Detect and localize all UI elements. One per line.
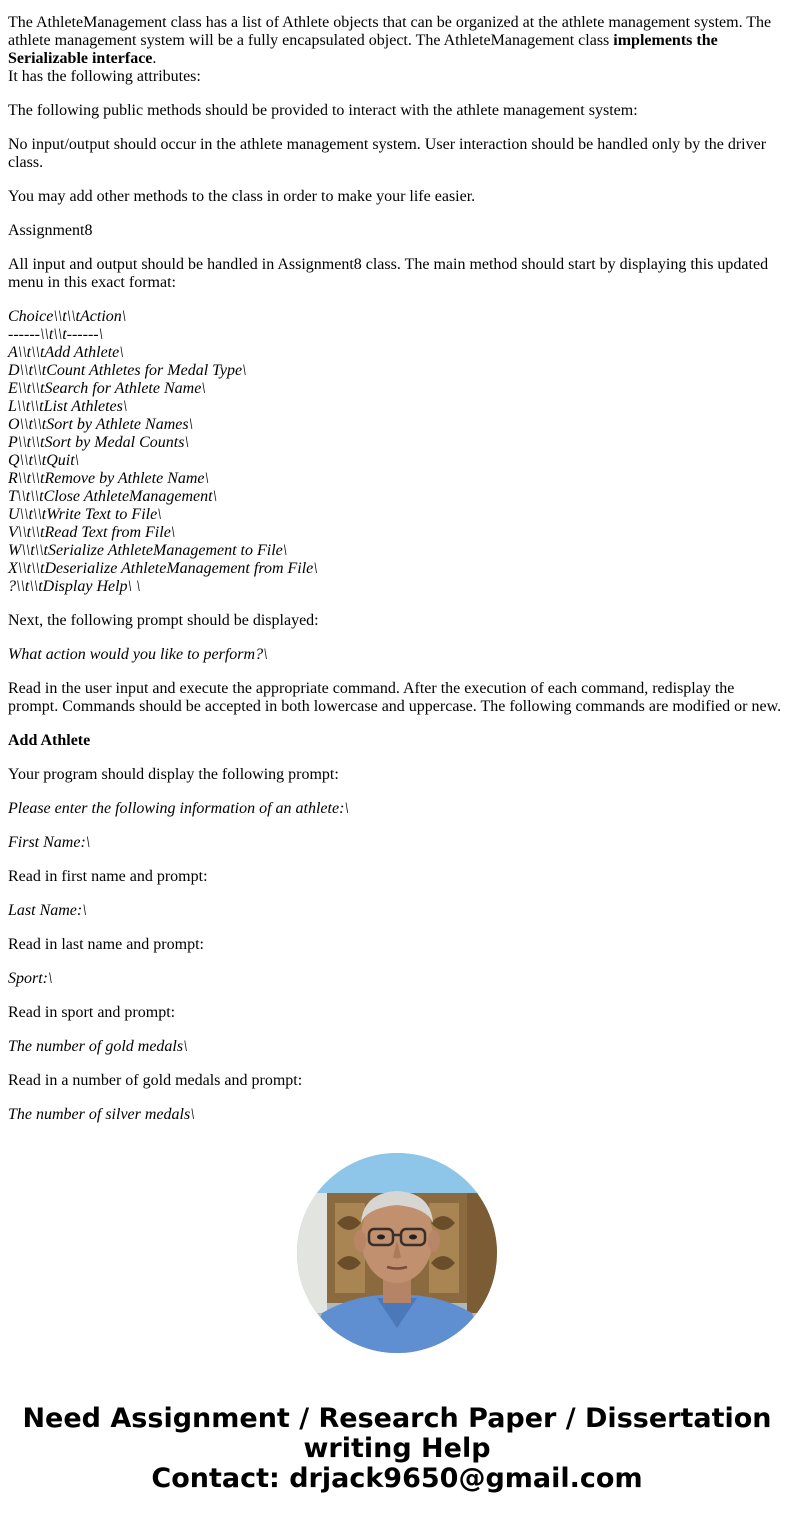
menu-line: V\\t\\tRead Text from File\: [8, 524, 176, 541]
menu-line: P\\t\\tSort by Medal Counts\: [8, 434, 189, 451]
menu-line: Q\\t\\tQuit\: [8, 452, 80, 469]
author-avatar: [297, 1153, 497, 1353]
read-input-paragraph: Read in the user input and execute the appropriate command. After the execution of each command, redisplay the prompt. Commands should be accepted in both lowercase and uppercase. The following commands are modified or new.: [8, 680, 782, 715]
contact-banner: [0, 1404, 794, 1494]
all-io-paragraph: All input and output should be handled in Assignment8 class. The main method should start by displaying this updated menu in this exact format:: [8, 256, 769, 291]
intro-bold: implements the Serializable interface: [8, 32, 718, 67]
menu-line: ------\\t\\t------\: [8, 326, 104, 343]
gold-prompt: The number of gold medals\: [8, 1038, 188, 1055]
read-first-paragraph: Read in first name and prompt:: [8, 868, 208, 885]
please-enter-prompt: Please enter the following information of an athlete:\: [8, 800, 349, 817]
menu-line: T\\t\\tClose AthleteManagement\: [8, 488, 218, 505]
what-action-prompt: What action would you like to perform?\: [8, 646, 268, 663]
menu-line: U\\t\\tWrite Text to File\: [8, 506, 162, 523]
assignment8-heading: Assignment8: [8, 222, 93, 239]
document-body: [8, 14, 786, 1140]
other-methods-paragraph: You may add other methods to the class in order to make your life easier.: [8, 188, 476, 205]
last-name-prompt: Last Name:\: [8, 902, 87, 919]
next-prompt-paragraph: Next, the following prompt should be displayed:: [8, 612, 319, 629]
public-methods-paragraph: The following public methods should be provided to interact with the athlete management system:: [8, 102, 638, 119]
intro-paragraph: The AthleteManagement class has a list of Athlete objects that can be organized at the athlete management system. The athlete management system will be a fully encapsulated object. The AthleteManagement class implements the Serializable interface. It has the following attributes:: [8, 14, 772, 85]
menu-line: W\\t\\tSerialize AthleteManagement to File\: [8, 542, 288, 559]
menu-line: E\\t\\tSearch for Athlete Name\: [8, 380, 206, 397]
menu-line: D\\t\\tCount Athletes for Medal Type\: [8, 362, 247, 379]
menu-line: X\\t\\tDeserialize AthleteManagement from File\: [8, 560, 318, 577]
first-name-prompt: First Name:\: [8, 834, 91, 851]
menu-line: L\\t\\tList Athletes\: [8, 398, 128, 415]
person-photo-icon: [297, 1153, 497, 1353]
read-gold-paragraph: Read in a number of gold medals and prompt:: [8, 1072, 303, 1089]
banner-line-2: writing Help: [303, 1433, 491, 1464]
menu-line: O\\t\\tSort by Athlete Names\: [8, 416, 194, 433]
banner-line-1: Need Assignment / Research Paper / Dissertation: [22, 1403, 772, 1434]
contact-email: Contact: drjack9650@gmail.com: [151, 1463, 643, 1494]
menu-line: A\\t\\tAdd Athlete\: [8, 344, 124, 361]
menu-line: ?\\t\\tDisplay Help\ \: [8, 578, 141, 595]
no-io-paragraph: No input/output should occur in the athlete management system. User interaction should be handled only by the driver class.: [8, 136, 767, 171]
add-athlete-heading: Add Athlete: [8, 732, 91, 749]
display-prompt-paragraph: Your program should display the following prompt:: [8, 766, 339, 783]
attributes-line: It has the following attributes:: [8, 68, 201, 85]
read-last-paragraph: Read in last name and prompt:: [8, 936, 204, 953]
sport-prompt: Sport:\: [8, 970, 53, 987]
menu-line: R\\t\\tRemove by Athlete Name\: [8, 470, 209, 487]
silver-prompt: The number of silver medals\: [8, 1106, 195, 1123]
read-sport-paragraph: Read in sport and prompt:: [8, 1004, 176, 1021]
menu-listing: [8, 308, 786, 596]
menu-line: Choice\\t\\tAction\: [8, 308, 127, 325]
